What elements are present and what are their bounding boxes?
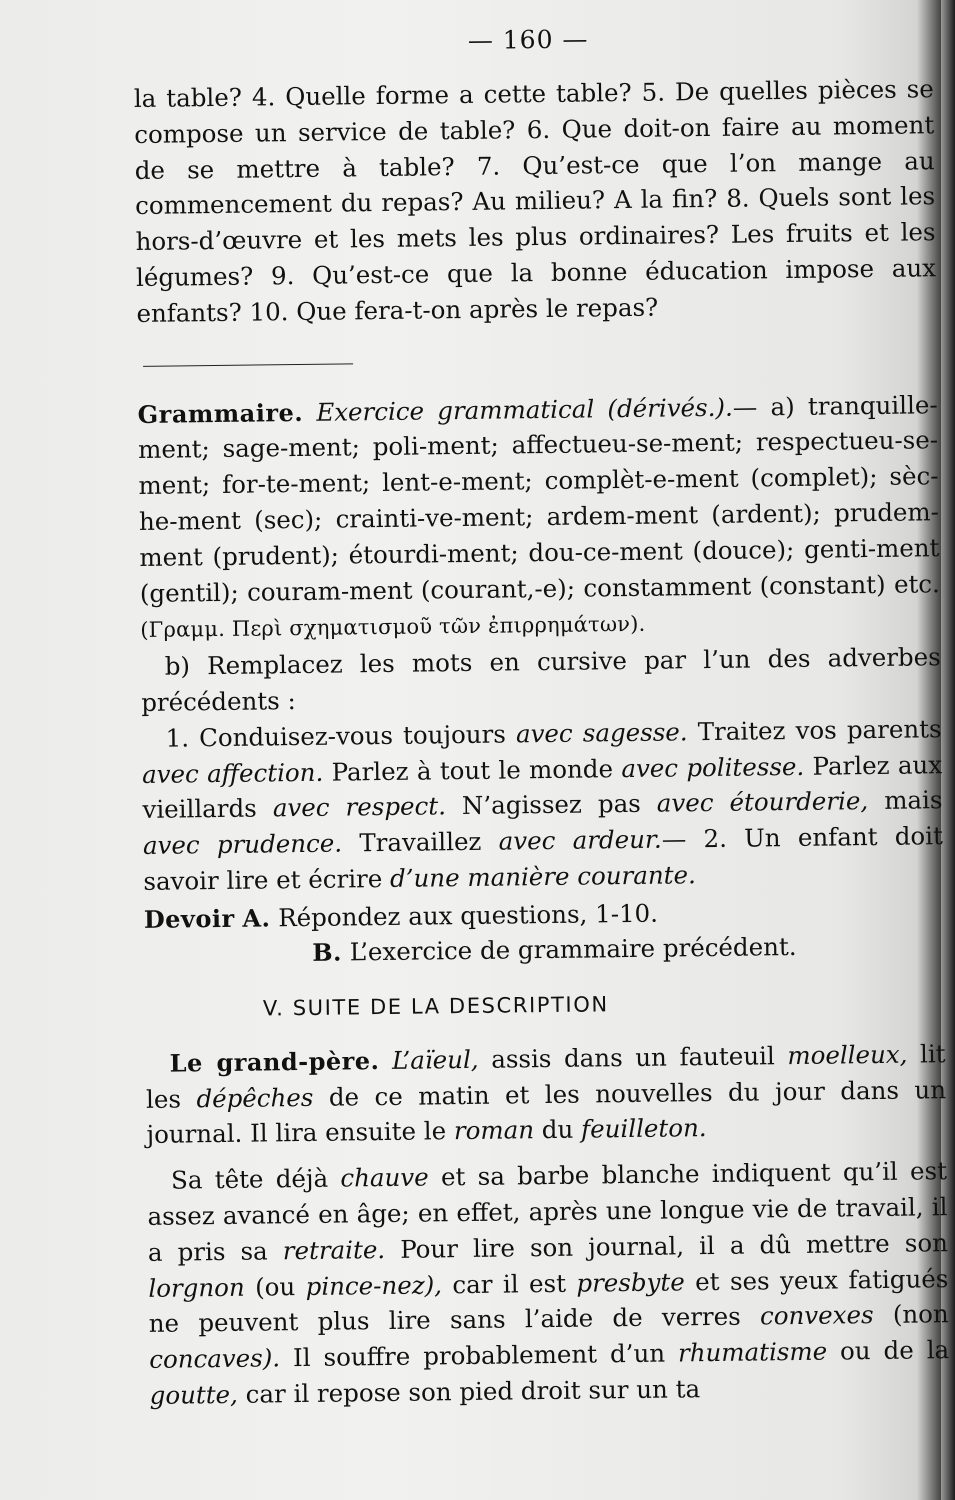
italic-word: roman <box>453 1115 535 1146</box>
body-text: Pour lire son journal, il a dû mettre son <box>400 1227 949 1264</box>
sentence-text: Parlez à tout le monde <box>331 753 614 787</box>
italic-word: concaves). <box>149 1343 281 1375</box>
italic-phrase: d’une manière courante. <box>389 860 696 893</box>
italic-word: dépêches <box>196 1082 314 1113</box>
section-title: V. SUITE DE LA DESCRIPTION <box>262 991 609 1021</box>
body-text: et sa barbe blanche indiquent qu’il est assez avancé en âge; en effet, après une longue vie de travail, il a pris sa <box>147 1156 948 1267</box>
italic-word: feuilleton. <box>580 1113 707 1144</box>
devoir-block <box>144 892 945 972</box>
italic-word: convexes <box>759 1300 874 1331</box>
body-text: et ses yeux fatigués ne peuvent plus lire sans l’aide de verres <box>148 1263 949 1339</box>
italic-word: L’aïeul, <box>391 1044 479 1075</box>
body-text: car il repose son pied droit sur un ta <box>245 1374 701 1409</box>
questions-paragraph: la table? 4. Quelle forme a cette table? 5. De quelles pièces se compose un service de table? 6. Que doit-on faire au moment de se mettre à table? 7. Qu’est-ce que l’on mange au commencement du repas? Au milieu? A la fin? 8. Quels sont les hors-d’œuvre et les mets les plus ordinaires? Les fruits et les légumes? 9. Qu’est-ce que la bonne éducation impose aux enfants? 10. Que fera-t-on après le repas? <box>133 74 937 328</box>
sentence-text: Parlez aux vieillards <box>142 749 943 825</box>
italic-word: moelleux, <box>787 1039 908 1070</box>
body-text: lit les <box>145 1038 946 1114</box>
sentence-text: N’agissez pas <box>461 789 641 821</box>
exercise-part-b-sentences <box>141 711 943 900</box>
greek-note: (Γραμμ. Περὶ σχηματισμοῦ τῶν ἐπιρρημάτων). <box>140 612 646 643</box>
body-text: du <box>541 1115 574 1145</box>
italic-word: chauve <box>340 1162 429 1193</box>
body-text: Sa tête déjà <box>170 1163 329 1195</box>
devoir-a-text: Répondez aux questions, 1-10. <box>278 898 659 933</box>
section-divider <box>143 363 353 367</box>
italic-phrase: avec politesse. <box>621 751 805 783</box>
body-text: Il souffre probablement d’un <box>292 1338 666 1373</box>
grammaire-heading: Grammaire. <box>137 397 304 429</box>
italic-word: rhumatisme <box>677 1336 828 1368</box>
italic-word: goutte, <box>149 1379 239 1410</box>
italic-phrase: avec affection. <box>141 757 324 789</box>
grand-pere-paragraph-2 <box>147 1153 950 1413</box>
exercise-part-a: — a) tranquille-ment; sage-ment; poli-ment; affectueu-se-ment; respectueu-se-ment; for-te-ment; lent-e-ment; complèt-e-ment (complet); sèc-he-ment (sec); crainti-ve-ment; ardem-ment (ardent); prudem-ment (prudent); étourdi-ment; dou-ce-ment (douce); genti-ment (gentil); couram-ment (courant,-e); constamment (constant) etc. <box>137 389 940 608</box>
italic-word: pince-nez), <box>305 1269 443 1301</box>
body-text: car il est <box>452 1268 567 1299</box>
italic-phrase: avec étourderie, <box>656 786 869 819</box>
text-column <box>133 20 950 1413</box>
italic-phrase: avec ardeur. <box>498 824 662 856</box>
italic-word: presbyte <box>576 1266 685 1298</box>
sentence-text: — 2. Un enfant doit savoir lire et écrire <box>143 821 944 896</box>
grammaire-paragraph <box>137 387 940 649</box>
sentence-text: Traitez vos parents <box>697 713 942 746</box>
body-text: de ce matin et les nouvelles du jour dans un journal. Il lira ensuite le <box>146 1074 947 1150</box>
italic-phrase: avec respect. <box>272 791 447 823</box>
exercise-subtitle: (dérivés.). <box>607 392 733 423</box>
grand-pere-paragraph-1 <box>145 1036 946 1153</box>
italic-word: retraite. <box>282 1234 386 1265</box>
exercise-title: Exercice grammatical <box>316 393 595 427</box>
body-text: ou de la <box>839 1335 950 1366</box>
italic-phrase: avec prudence. <box>142 828 343 861</box>
body-text: assis dans un fauteuil <box>491 1040 775 1074</box>
body-text: (non <box>892 1299 949 1330</box>
devoir-b-letter: B. <box>312 937 343 967</box>
italic-word: lorgnon <box>148 1272 245 1303</box>
italic-phrase: avec sagesse. <box>515 717 688 749</box>
page-number: — 160 — <box>467 24 589 55</box>
devoir-a-letter: A. <box>242 903 271 933</box>
sentence-text: mais <box>884 785 943 816</box>
devoir-label: Devoir <box>143 903 235 934</box>
grand-pere-heading: Le grand-père. <box>169 1045 380 1078</box>
devoir-b-text: L’exercice de grammaire précédent. <box>349 931 797 967</box>
sentence-text: 1. Conduisez-vous toujours <box>165 719 507 753</box>
body-text: (ou <box>254 1271 296 1302</box>
exercise-part-b-instruction: b) Remplacez les mots en cursive par l’un des adverbes précédents : <box>141 642 941 717</box>
sentence-text: Travaillez <box>359 826 482 858</box>
